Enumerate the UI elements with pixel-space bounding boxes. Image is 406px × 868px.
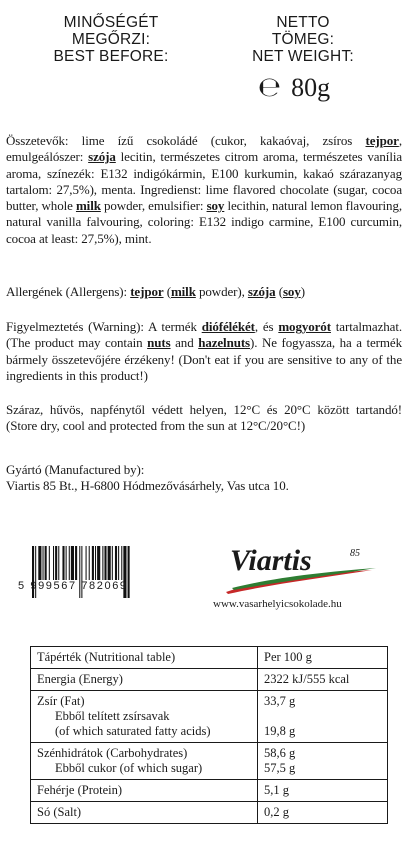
- barcode-bar: [128, 546, 130, 598]
- protein-label: Fehérje (Protein): [31, 780, 258, 802]
- best-before-label: [36, 14, 186, 65]
- barcode-bar: [108, 546, 111, 580]
- satfat-value: 19,8 g: [264, 724, 296, 738]
- manufacturer-block: [6, 462, 402, 495]
- satfat-label-1: Ebből telített zsírsavak: [55, 709, 170, 723]
- net-weight-value: [258, 72, 330, 103]
- protein-value: 5,1 g: [258, 780, 388, 802]
- barcode-bar: [104, 546, 106, 580]
- barcode-bar: [66, 546, 67, 580]
- barcode-bar: [121, 546, 122, 580]
- net-weight-amount: 80g: [291, 73, 331, 102]
- best-before-line-2: MEGŐRZI:: [71, 31, 151, 48]
- satfat-label-2: (of which saturated fatty acids): [55, 724, 211, 738]
- barcode-bar: [49, 546, 50, 580]
- barcode-bar: [45, 546, 47, 580]
- fat-row: [31, 691, 388, 743]
- net-weight-label: [228, 14, 378, 65]
- barcode-bar: [112, 546, 113, 580]
- energy-value: 2322 kJ/555 kcal: [258, 669, 388, 691]
- barcode-bar: [97, 546, 100, 580]
- warning-text: Figyelmeztetés (Warning): A termék diófélékét, és mogyorót tartalmazhat. (The product may contain nuts and hazelnuts). Ne fogyassza, ha a termék bármely összetevőjére érzékeny! (Don't eat if you are sensitive to any of the ingredients in this product!): [6, 319, 402, 383]
- barcode-bar: [62, 546, 64, 580]
- barcode-number: 5 999567 782069: [18, 580, 128, 592]
- barcode-bar: [69, 546, 70, 580]
- barcode-bar: [118, 546, 119, 580]
- barcode-bar: [58, 546, 59, 580]
- barcode-bar: [115, 546, 117, 580]
- best-before-line-1: MINŐSÉGÉT: [63, 14, 159, 31]
- barcode-bar: [71, 546, 74, 580]
- storage-text: Száraz, hűvös, napfénytől védett helyen, 12°C és 20°C között tartandó! (Store dry, cool and protected from the sun at 12°C/20°C!): [6, 402, 402, 434]
- nutrition-table: [30, 646, 388, 824]
- carbohydrate-row: [31, 743, 388, 780]
- logo-mark: 85: [350, 548, 360, 559]
- manufacturer-label: Gyártó (Manufactured by):: [6, 462, 145, 477]
- barcode-bar: [92, 546, 94, 580]
- barcode-bar: [53, 546, 54, 580]
- fat-value: 33,7 g: [264, 694, 296, 708]
- barcode-bar: [43, 546, 44, 580]
- net-weight-line-2: TÖMEG:: [271, 31, 335, 48]
- best-before-line-3: BEST BEFORE:: [53, 48, 169, 65]
- logo-wordmark: Viartis: [230, 544, 312, 577]
- allergens-text: Allergének (Allergens): tejpor (milk powder), szója (soy): [6, 284, 305, 299]
- barcode-bar: [38, 546, 41, 580]
- carb-label: Szénhidrátok (Carbohydrates): [37, 746, 188, 760]
- website-url: www.vasarhelyicsokolade.hu: [213, 598, 342, 610]
- salt-row: [31, 802, 388, 824]
- salt-label: Só (Salt): [31, 802, 258, 824]
- manufacturer-address: Viartis 85 Bt., H-6800 Hódmezővásárhely, Vas utca 10.: [6, 478, 289, 494]
- fat-label: Zsír (Fat): [37, 694, 85, 708]
- sugar-value: 57,5 g: [264, 761, 296, 775]
- nutrition-header-row: [31, 647, 388, 669]
- barcode-bar: [102, 546, 103, 580]
- barcode-bar: [86, 546, 87, 580]
- ingredients-text: Összetevők: lime ízű csokoládé (cukor, kakaóvaj, zsíros tejpor, emulgeálószer: szója lecitin, természetes citrom aroma, természetes vanília aroma, színezék: E132 indigókármin, E100 kurkumin, kakaó szárazanyag tartalom: 27,5%), menta. Ingredienst: lime flavored chocolate (sugar, cocoa butter, whole milk powder, emulsifier: soy lecithin, natural lemon flavouring, natural vanilla falvouring, coloring: E132 indigo carmine, E100 curcumin, cocoa at least: 27,5%), mint.: [6, 133, 403, 246]
- barcode-bar: [89, 546, 90, 580]
- sugar-label: Ebből cukor (of which sugar): [55, 761, 203, 775]
- barcode-bar: [55, 546, 57, 580]
- viartis-logo: [222, 540, 382, 596]
- energy-label: Energia (Energy): [31, 669, 258, 691]
- net-weight-line-3: NET WEIGHT:: [252, 48, 354, 65]
- net-weight-line-1: NETTO: [276, 14, 330, 31]
- nutrition-header-label: Tápérték (Nutritional table): [31, 647, 258, 669]
- salt-value: 0,2 g: [258, 802, 388, 824]
- energy-row: [31, 669, 388, 691]
- estimated-sign-icon: ℮: [258, 72, 282, 103]
- barcode-bar: [95, 546, 96, 580]
- barcode-bar: [75, 546, 77, 580]
- nutrition-header-value: Per 100 g: [258, 647, 388, 669]
- carb-value: 58,6 g: [264, 746, 296, 760]
- protein-row: [31, 780, 388, 802]
